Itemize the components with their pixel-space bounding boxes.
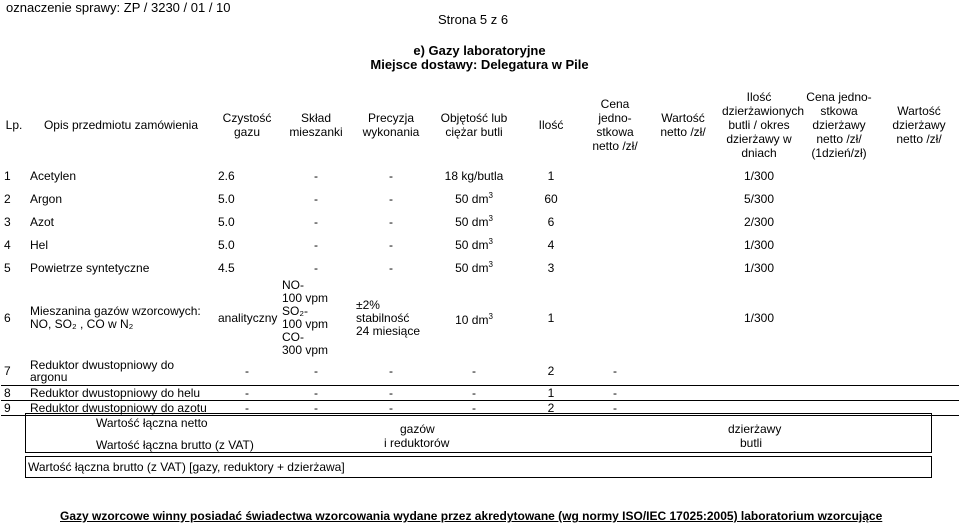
cell-lease: 1/300 bbox=[743, 169, 775, 183]
cell-lp: 5 bbox=[4, 260, 11, 275]
cell-prec: ±2% stabilność 24 miesiące bbox=[356, 297, 421, 338]
cell-name: Powietrze syntetyczne bbox=[30, 260, 150, 275]
cell-lp: 2 bbox=[4, 191, 11, 206]
cell-name: Argon bbox=[30, 191, 63, 206]
cell-purity: 5.0 bbox=[218, 191, 235, 206]
table-row bbox=[1, 210, 959, 233]
cell-qty: 60 bbox=[544, 191, 558, 206]
page-number: Strona 5 z 6 bbox=[438, 12, 509, 27]
cell-name: Acetylen bbox=[30, 169, 77, 183]
cell-lease: 5/300 bbox=[743, 191, 775, 206]
gross-total-label: Wartość łączna brutto (z VAT) bbox=[96, 438, 254, 452]
cell-volume: 10 $dm^3$ bbox=[455, 311, 493, 327]
gases-label: gazów bbox=[400, 422, 435, 436]
cell-qty: 3 bbox=[547, 260, 555, 275]
cell-name: Hel bbox=[30, 237, 49, 252]
cell-mix: - bbox=[314, 169, 318, 183]
cell-mix: - bbox=[314, 260, 318, 275]
cell-purity: 2.6 bbox=[218, 169, 235, 183]
col-mix: Skład mieszanki bbox=[289, 111, 343, 139]
table-row bbox=[1, 233, 959, 256]
cell-lease: 2/300 bbox=[743, 214, 775, 229]
cell-purity: 5.0 bbox=[218, 237, 235, 252]
cell-mix: - bbox=[314, 191, 318, 206]
cell-prec: - bbox=[389, 191, 393, 206]
col-purity: Czystość gazu bbox=[222, 111, 272, 139]
cell-qty: 1 bbox=[547, 310, 555, 325]
col-precision: Precyzja wykonania bbox=[362, 111, 420, 139]
cell-name: Reduktor dwustopniowy do argonu bbox=[30, 357, 175, 384]
cell-qty: 4 bbox=[547, 237, 555, 252]
cell-mix: NO- 100 vpm SO₂- 100 vpm CO- 300 vpm bbox=[282, 278, 329, 357]
delivery-place: Miejsce dostawy: Delegatura w Pile bbox=[370, 57, 589, 72]
cell-name: Azot bbox=[30, 214, 55, 229]
table-row: 7 Reduktor dwustopniowy do argonu - - - - 2 - bbox=[1, 357, 959, 385]
cell-lease: 1/300 bbox=[743, 237, 775, 252]
table-row: 8 Reduktor dwustopniowy do helu - - - - 1 - bbox=[1, 385, 959, 400]
table-row bbox=[1, 279, 959, 357]
cell-lp: 1 bbox=[4, 169, 11, 183]
cell-volume: 50 $dm^3$ bbox=[455, 237, 493, 252]
cell-mix: - bbox=[314, 214, 318, 229]
col-lp: Lp. bbox=[5, 118, 23, 132]
col-description: Opis przedmiotu zamówienia bbox=[43, 118, 199, 132]
case-reference: oznaczenie sprawy: ZP / 3230 / 01 / 10 bbox=[6, 0, 231, 15]
cell-prec: - bbox=[389, 169, 393, 183]
reducers-label: i reduktorów bbox=[384, 436, 450, 450]
section-title: e) Gazy laboratoryjne bbox=[413, 43, 546, 58]
table-row bbox=[1, 187, 959, 210]
cell-name: Mieszanina gazów wzorcowych: NO, SO₂ , CO w N₂ bbox=[30, 304, 201, 331]
col-qty: Ilość bbox=[538, 118, 564, 132]
lease-label: dzierżawy bbox=[728, 422, 782, 436]
cell-volume: 50 $dm^3$ bbox=[455, 191, 493, 206]
cell-lp: 7 bbox=[4, 363, 11, 378]
cell-purity: analityczny bbox=[218, 310, 278, 325]
col-lease-qty: Ilość dzierżawionych butli / okres dzierżawy w dniach bbox=[722, 90, 805, 160]
footer-note: Gazy wzorcowe winny posiadać świadectwa wzorcowania wydane przez akredytowane (wg normy ISO/IEC 17025:2005) laboratorium wzorcujące bbox=[60, 509, 883, 523]
cell-volume: 50 $dm^3$ bbox=[455, 214, 493, 229]
col-lease-value: Wartość dzierżawy netto /zł/ bbox=[892, 104, 946, 146]
cell-qty: 1 bbox=[547, 169, 555, 183]
cell-lp: 4 bbox=[4, 237, 11, 252]
table-row: 9 Reduktor dwustopniowy do azotu - - - - 2 - bbox=[1, 400, 959, 415]
cell-volume: 50 $dm^3$ bbox=[455, 260, 493, 275]
col-lease-price: Cena jedno-stkowa dzierżawy netto /zł/ (1dzień/zł) bbox=[806, 90, 872, 160]
cell-purity: 4.5 bbox=[218, 260, 235, 275]
cell-qty: 6 bbox=[547, 214, 555, 229]
cell-prec: - bbox=[389, 214, 393, 229]
cell-lease: 1/300 bbox=[743, 260, 775, 275]
cell-lp: 3 bbox=[4, 214, 11, 229]
gas-table bbox=[1, 85, 959, 416]
table-row bbox=[1, 256, 959, 279]
col-unit-price: Cena jedno-stkowa netto /zł/ bbox=[592, 97, 638, 153]
cell-prec: - bbox=[389, 260, 393, 275]
col-volume: Objętość lub ciężar butli bbox=[440, 111, 508, 139]
cell-lp: 6 bbox=[4, 310, 11, 325]
cell-mix: - bbox=[314, 237, 318, 252]
cell-prec: - bbox=[389, 237, 393, 252]
cell-purity: 5.0 bbox=[218, 214, 235, 229]
cell-lease: 1/300 bbox=[743, 310, 775, 325]
table-header-row bbox=[1, 85, 959, 165]
cylinders-label: butli bbox=[740, 436, 763, 450]
col-net-value: Wartość netto /zł/ bbox=[660, 111, 706, 139]
cell-volume: 18 kg/butla bbox=[444, 169, 504, 183]
net-total-label: Wartość łączna netto bbox=[96, 416, 208, 430]
grand-total-label: Wartość łączna brutto (z VAT) [gazy, reduktory + dzierżawa] bbox=[28, 460, 345, 474]
table-row bbox=[1, 165, 959, 187]
